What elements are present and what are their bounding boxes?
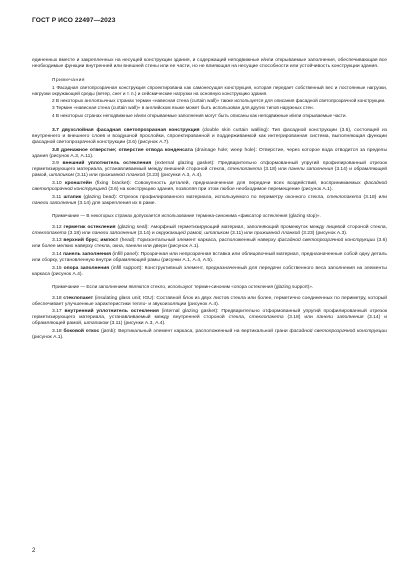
terms-block-3	[32, 296, 387, 342]
term-text-segment: панель заполнения	[63, 251, 111, 257]
term-t318	[32, 296, 387, 308]
terms-block-2	[32, 225, 387, 278]
term-text-segment: (glazing bead): Отрезок профилированного материала, используемого по периметру оконного стекла,	[81, 194, 327, 200]
term-text-segment: 3.17	[52, 309, 65, 315]
term-text-segment: двухслойная фасадная светопрозрачная конструкция	[61, 127, 200, 133]
term-text-segment: (3.23) (рисунки А.3, А.4).	[145, 173, 203, 179]
term-text-segment: панели заполнения	[91, 230, 137, 236]
note-3: 3 Термин «навесная стена (curtain wall)» в английском языке может быть использован для других типов наружных стен.	[52, 105, 314, 111]
notes-heading: Примечания	[52, 77, 86, 83]
term-text-segment: 3.9	[52, 161, 63, 167]
term-text-segment: (insulating glass unit; IGU): Составной блок из двух листов стекла или более, герметично соединенных по периметру, который обеспечивает улучшенные характеристики тепло- и звукоизоляции (рисунок А.4).	[32, 295, 388, 307]
term-text-segment: (glazing seal): Аморфный герметизирующий материал, заполняющий промежуток между лицевой стороной стекла,	[115, 224, 388, 230]
term-text-segment: боковой откос	[63, 328, 100, 334]
term-text-segment: 3.14	[52, 251, 64, 257]
term-text-segment: герметик остекления	[63, 224, 116, 230]
term-text-segment: (3.14) для закрепления их в раме.	[76, 200, 156, 206]
term-text-segment: 3.11	[52, 194, 64, 200]
term-text-segment: панели заполнения	[288, 167, 333, 173]
term-t313	[32, 238, 387, 250]
page-number: 2	[32, 548, 36, 554]
note-glazing-support: Примечание — Если заполнением являются стекло, используют термин-синоним «опора остекления (glazing support)».	[52, 283, 314, 289]
term-text-segment: (fixing bracket): Совокупность деталей, предназначенная для передачи всех воздействий, воспринимаемых	[91, 181, 364, 186]
term-text-segment: 3.12	[52, 224, 64, 230]
term-text-segment: штапиком	[83, 321, 109, 327]
document-header: ГОСТ Р ИСО 22497—2023	[32, 17, 116, 24]
term-text-segment: (head): Горизонтальный элемент каркаса, расположенный наверху	[118, 238, 278, 244]
term-text-segment: (3.11) или	[229, 230, 255, 236]
term-text-segment: стеклопакета	[326, 194, 362, 200]
terms-block-1	[32, 128, 387, 207]
term-text-segment: (3.14) и обрамляющей рамой,	[32, 315, 387, 327]
term-t317	[32, 309, 387, 327]
term-text-segment: (3.18) или	[283, 315, 317, 321]
term-text-segment: окружающей рамой, штапиком	[156, 230, 229, 236]
document-body	[32, 58, 387, 341]
term-t311	[32, 195, 387, 207]
term-t314	[32, 252, 387, 264]
term-text-segment: фасадной светопрозрачной конструкции	[277, 238, 376, 244]
term-text-segment: фасадной светопрозрачной конструкции	[289, 328, 387, 334]
term-text-segment: (3.14) и обрамляющей рамой,	[32, 167, 387, 179]
term-text-segment: 3.15	[52, 265, 64, 271]
term-text-segment: внешний уплотнитель остекления	[62, 161, 152, 167]
term-text-segment: верхний брус; импост	[63, 238, 119, 244]
term-text-segment: (3.11) или	[73, 173, 99, 179]
note-4: 4 В некоторых странах неподвижные и/или открываемые заполнения могут быть описаны как неподвижные и/или открываемые части.	[52, 112, 347, 118]
term-text-segment: стеклопакета	[227, 167, 262, 173]
term-text-segment: стеклопакет	[63, 295, 94, 301]
term-text-segment: (infill support): Конструктивный элемент, предназначенный для передачи собственного веса заполнения на элементы каркаса (рисунок А.4).	[32, 265, 387, 277]
term-text-segment: (external glazing gasket): Предварительно отформованный упругий профилированный отрезок герметизирующего материала, устанавливаемый между внешней стороной стекла,	[32, 161, 387, 173]
term-text-segment: опора заполнения	[63, 265, 110, 271]
term-text-segment: внутренний уплотнитель остекления	[64, 309, 159, 315]
term-text-segment: (double skin curtain walling): Тип фасадной конструкции (3.6), состоящей из внутреннего и внешнего слоев и воздушной прослойки, спроектированной и поддерживаемой как интегрированная система, выполняющая функции фасадной светопрозрачной конструкции (3.6) (рисунок А.7).	[32, 127, 387, 145]
term-text-segment: штапик	[63, 194, 82, 200]
term-text-segment: (drainage hole; weep hole): Отверстие, через которое вода отводится за пределы здания (рисунок А.3, А.11).	[32, 147, 387, 159]
term-text-segment: 3.10	[52, 181, 66, 186]
term-text-segment: 3.13	[52, 238, 64, 244]
term-text-segment: прижимной планкой	[98, 173, 146, 179]
note-2: 2 В некоторых англоязычных странах термин «навесная стена (curtain wall)» также используется для описания фасадной светопрозрачной конструкции.	[52, 98, 386, 104]
term-text-segment: 3.7	[52, 127, 62, 133]
term-t318b	[32, 329, 387, 341]
term-text-segment: 3.18	[52, 295, 64, 301]
term-text-segment: (jamb): Вертикальный элемент каркаса, расположенный на вертикальной грани	[99, 328, 290, 334]
term-t315	[32, 266, 387, 278]
term-text-segment: панели заполнения	[316, 315, 364, 321]
note-1: 1 Фасадная светопрозрачная конструкция спроектирована как самонесущая конструкция, которая передает собственный вес и постоянные нагрузки, нагрузки окружающей среды (ветер, снег и т. п.) и сейсмические нагрузки на основную конструкцию здания.	[32, 84, 387, 96]
term-text-segment: (3.18) или	[361, 194, 387, 200]
term-text-segment: фасадной светопрозрачной конструкцией	[32, 181, 387, 193]
term-text-segment: 3.8 дренажное отверстие; отверстие отвода конденсата	[52, 147, 193, 153]
term-text-segment: панели заполнения	[32, 200, 77, 206]
term-text-segment: (3.6) или более мелких наверху стекла, окна, панели или двери (рисунок А.1).	[32, 238, 388, 250]
term-text-segment: (3.18) или	[261, 167, 289, 173]
term-text-segment: (3.14) и	[136, 230, 156, 236]
term-text-segment: штапиком	[49, 173, 74, 179]
term-text-segment: (3.11) (рисунки А.3, А.4).	[108, 321, 166, 327]
term-text-segment: 3.18	[52, 328, 64, 334]
term-text-segment: (infill panel): Прозрачная или непрозрачная вставка или облицовочный материал, предназначенные собой одну деталь или сборку, установленную внутри обрамляющей рамы (рисунки А.1, А.4, А.5).	[32, 251, 388, 263]
term-t39	[32, 161, 387, 179]
term-t312	[32, 225, 387, 237]
term-t38	[32, 148, 387, 160]
term-text-segment: (рисунок А.1).	[32, 335, 64, 340]
term-text-segment: кронштейн	[65, 181, 92, 186]
term-text-segment: (3.6) на конструкцию здания, позволяя при этом любое необходимое перемещение (рисунок А.1).	[106, 187, 333, 193]
term-t37	[32, 128, 387, 146]
term-text-segment: стеклопакета	[249, 315, 284, 321]
term-text-segment: прижимной планкой	[254, 230, 301, 236]
term-text-segment: (3.23) (рисунок А.3).	[300, 230, 348, 236]
term-t310	[32, 181, 387, 193]
intro-paragraph: единенных вместе и закрепленных на несущей конструкции здания, и содержащий неподвижные и/или открываемые заполнения, обеспечивающая все необходимые функции внутренней или внешней стены или ее части, но не влияющая на несущие способности или устойчивость конструкции здания.	[32, 58, 387, 70]
term-text-segment: стеклопакета	[32, 230, 67, 236]
term-text-segment: (3.18) или	[66, 230, 92, 236]
note-glazing-stop: Примечание — В некоторых странах допускается использование термина-синонима «фиксатор остекления (glazing stop)».	[52, 212, 321, 218]
term-text-segment: (internal glazing gasket): Предварительно отформованный упругий профилированный отрезок герметизирующего материала, устанавливаемый между внутренней стороной стекла,	[32, 309, 388, 321]
